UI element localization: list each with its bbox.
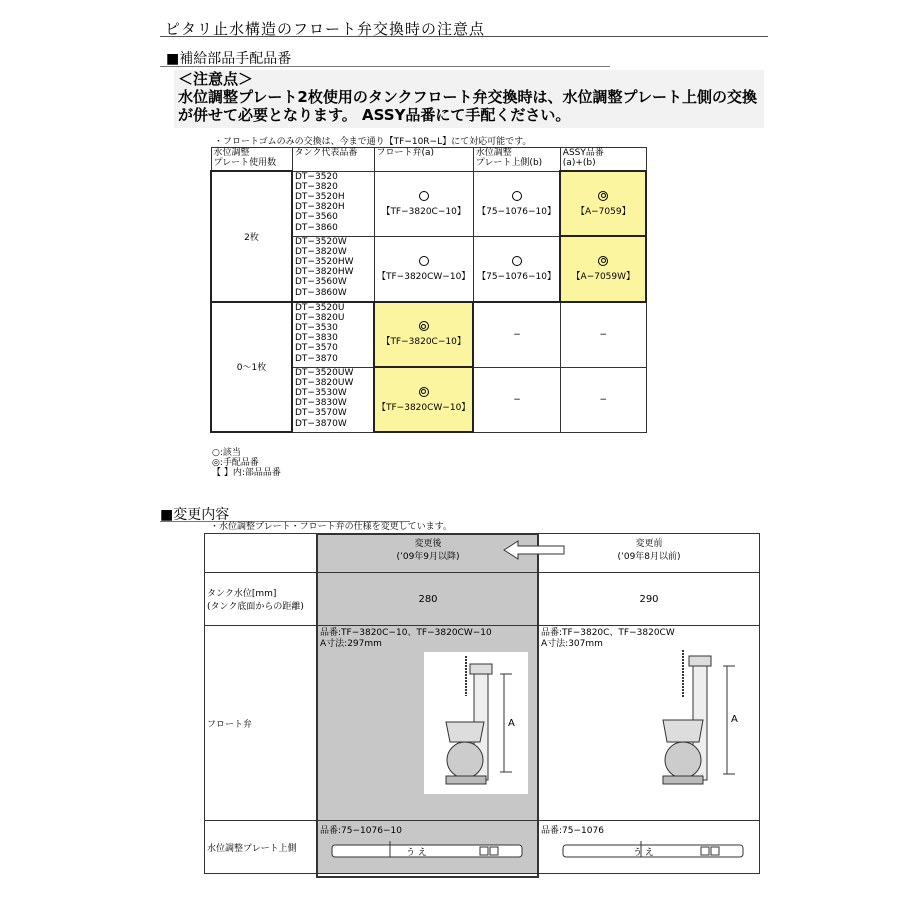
table-row <box>205 573 760 626</box>
mark-circle-icon <box>419 256 429 266</box>
table-row <box>205 821 760 874</box>
plate-upper-label: 水位調整プレート上側 <box>205 821 318 874</box>
assy-code: 【A−7059】 <box>575 206 631 217</box>
water-level-label: タンク水位[mm] (タンク底面からの距離) <box>205 573 318 626</box>
tank-list: DT−3520U DT−3820U DT−3530 DT−3830 DT−3570 DT−3870 <box>292 302 374 368</box>
tank-list: DT−3520W DT−3820W DT−3520HW DT−3820HW DT−3560W DT−3860W <box>292 236 374 302</box>
changes-note: ・水位調整プレート・フロート弁の仕様を変更しています。 <box>210 522 452 532</box>
plate-code: 【75−1076−10】 <box>477 206 556 217</box>
header-assy: ASSY品番 (a)+(b) <box>560 148 646 172</box>
mark-double-circle-icon <box>598 256 608 266</box>
tank-list: DT−3520UW DT−3820UW DT−3530W DT−3830W DT−3570W DT−3870W <box>292 367 374 432</box>
plate-drawing-new <box>330 839 526 863</box>
float-code: 【TF−3820C−10】 <box>381 206 466 217</box>
notice-line-1: 水位調整プレート2枚使用のタンクフロート弁交換時は、水位調整プレート上側の交換 <box>178 88 757 106</box>
dim-letter: A <box>731 714 738 725</box>
plate-before-spec: 品番:75−1076 <box>541 826 604 836</box>
mark-double-circle-icon <box>419 387 429 397</box>
dim-letter: A <box>508 718 515 729</box>
section-underline <box>160 66 610 67</box>
header-float-valve: フロート弁(a) <box>374 148 473 172</box>
tank-list: DT−3520 DT−3820 DT−3520H DT−3820H DT−3560 DT−3860 <box>292 171 374 236</box>
header-plate-upper: 水位調整 プレート上側(b) <box>473 148 560 172</box>
header-tank-model: タンク代表品番 <box>292 148 374 172</box>
group-label-0-1: 0〜1枚 <box>211 302 292 433</box>
water-level-before: 290 <box>539 573 760 626</box>
mark-double-circle-icon <box>598 191 608 201</box>
mark-double-circle-icon <box>419 321 429 331</box>
plate-dash: − <box>473 367 560 432</box>
left-arrow-icon <box>500 538 570 562</box>
plate-marking: う え <box>633 848 654 858</box>
mark-circle-icon <box>419 191 429 201</box>
plate-code: 【75−1076−10】 <box>477 271 556 282</box>
notice-heading: ＜注意点＞ <box>178 70 254 88</box>
legend-item: ◎:手配品番 <box>212 458 259 468</box>
before-header: 変更前 (’09年8月以前) <box>539 534 760 573</box>
title-underline <box>160 36 768 37</box>
plate-dash: − <box>473 302 560 368</box>
mark-circle-icon <box>512 256 522 266</box>
mark-circle-icon <box>512 191 522 201</box>
assy-dash: − <box>560 302 646 368</box>
plate-before-cell <box>539 821 760 874</box>
notice-small-note: ・フロートゴムのみの交換は、今まで通り【TF−10R−L】にて対応可能です。 <box>214 137 532 147</box>
legend <box>212 448 281 478</box>
float-code: 【TF−3820CW−10】 <box>377 271 471 282</box>
table-row <box>211 302 646 368</box>
legend-item: ○:該当 <box>212 448 241 458</box>
plate-after-cell <box>318 821 539 874</box>
plate-marking: う え <box>406 848 427 858</box>
assy-code: 【A−7059W】 <box>571 271 636 282</box>
header-plate-count: 水位調整 プレート使用数 <box>211 148 292 172</box>
legend-item: 【 】内:部品品番 <box>212 468 281 478</box>
table-row <box>211 171 646 236</box>
notice-line-2: が併せて必要となります。 ASSY品番にて手配ください。 <box>178 106 571 124</box>
group-label-2: 2枚 <box>211 171 292 302</box>
float-before-spec: 品番:TF−3820C、TF−3820CW A寸法:307mm <box>541 628 675 649</box>
float-after-cell <box>318 626 539 821</box>
float-valve-label: フロート弁 <box>205 626 318 821</box>
float-valve-drawing-old <box>641 648 751 798</box>
float-before-cell <box>539 626 760 821</box>
notice-box <box>174 70 764 128</box>
corner-cell <box>205 534 318 573</box>
assy-dash: − <box>560 367 646 432</box>
plate-drawing-old <box>561 839 757 863</box>
table-row <box>205 626 760 821</box>
float-after-spec: 品番:TF−3820C−10、TF−3820CW−10 A寸法:297mm <box>320 628 492 649</box>
float-code: 【TF−3820C−10】 <box>381 337 466 348</box>
section-heading-changes: ■変更内容 <box>160 507 230 523</box>
page-title: ピタリ止水構造のフロート弁交換時の注意点 <box>165 20 486 38</box>
section-heading-parts: ■補給部品手配品番 <box>166 51 292 67</box>
float-valve-drawing-new <box>424 652 528 794</box>
after-header: 変更後 (’09年9月以降) <box>318 534 539 573</box>
water-level-after: 280 <box>318 573 539 626</box>
plate-after-spec: 品番:75−1076−10 <box>320 826 402 836</box>
float-code: 【TF−3820CW−10】 <box>377 402 471 413</box>
changes-table <box>204 533 760 874</box>
parts-table <box>210 147 647 433</box>
table-row <box>205 534 760 573</box>
